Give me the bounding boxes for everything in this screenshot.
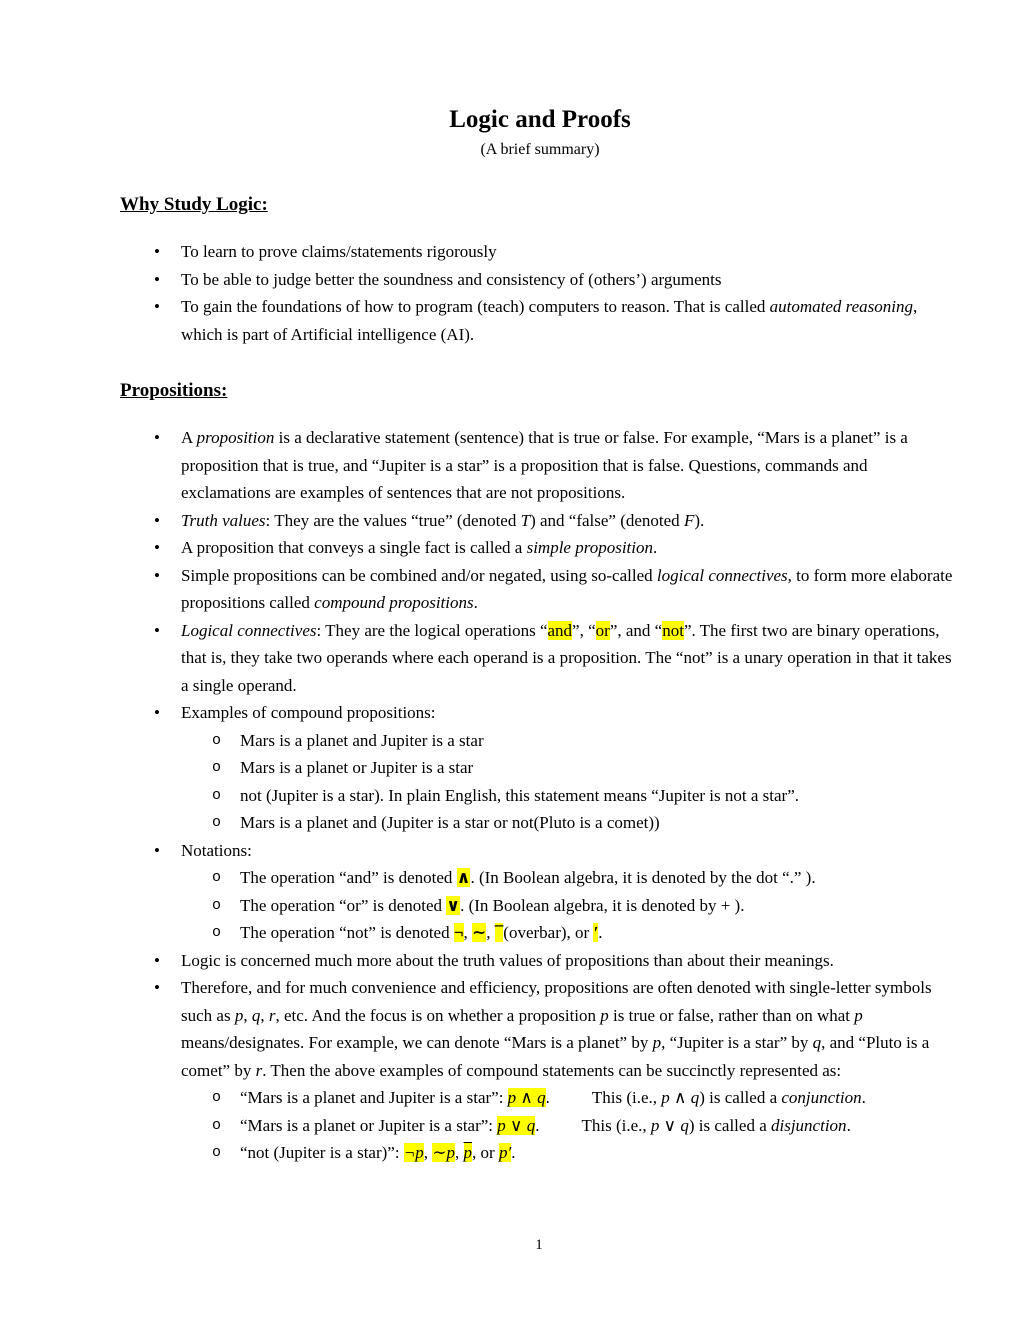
- text-run: Logic is concerned much more about the truth values of propositions than about their meanings.: [181, 950, 834, 970]
- text-run: , etc. And the focus is on whether a proposition: [275, 1005, 601, 1025]
- text-run: .: [511, 1143, 516, 1162]
- text-run: ) is called a: [699, 1088, 782, 1107]
- disc-bullet-marker: •: [154, 242, 160, 261]
- text-run: .: [545, 1088, 550, 1107]
- disc-bullet-marker: •: [154, 978, 160, 997]
- text-run: “Mars is a planet and Jupiter is a star”:: [240, 1088, 508, 1107]
- text-run: ∧: [456, 868, 471, 887]
- text-run: , and “Pluto is a comet” by: [181, 1033, 930, 1080]
- text-run: is a declarative statement (sentence) that is true or false. For example, “Mars is a planet” is a proposition that is true, and “Jupiter is a star” is a proposition that is false. Questions, commands and exclamations are examples of sentences that are not propositions.: [181, 428, 908, 502]
- circle-bullet-marker: o: [212, 896, 222, 914]
- text-run: $\overline{p}$: [463, 1143, 473, 1162]
- text-run: , to form more elaborate propositions called: [181, 565, 953, 612]
- bullet-text: [240, 1112, 960, 1140]
- disc-bullet-marker: •: [154, 950, 160, 970]
- text-run: r: [268, 1005, 276, 1025]
- text-run: To gain the foundations of how to program (teach) computers to reason. That is called: [181, 297, 770, 316]
- bullet-text: [240, 782, 960, 810]
- text-run: Mars is a planet or Jupiter is a star: [240, 758, 474, 777]
- sub-bullet-item: [120, 919, 960, 947]
- bullet-item: [120, 947, 960, 975]
- text-run: ”. The first two are binary operations, that is, they take two operands where each operand is a proposition. The “not” is a unary operation in that it takes a single operand.: [181, 620, 952, 695]
- text-run: p: [600, 1005, 609, 1025]
- bullet-text: [240, 892, 960, 920]
- bullet-text: [240, 919, 960, 947]
- text-run: p: [652, 1033, 662, 1052]
- circle-bullet-marker: o: [212, 731, 222, 749]
- text-run: ).: [694, 510, 705, 530]
- text-run: ,: [463, 923, 473, 942]
- bullet-text: [240, 1084, 960, 1112]
- text-run: The operation “and” is denoted: [240, 868, 457, 887]
- bullet-item: [120, 293, 960, 348]
- sub-bullet-item: [120, 754, 960, 782]
- text-run: ) is called a: [688, 1115, 771, 1135]
- text-run: simple proposition: [526, 538, 653, 557]
- text-run: q: [690, 1088, 700, 1107]
- circle-bullet-marker: o: [212, 786, 222, 804]
- text-run: means/designates. For example, we can denote “Mars is a planet” by: [181, 1033, 653, 1052]
- text-run: ¬: [453, 923, 464, 942]
- text-run: disjunction: [771, 1115, 847, 1135]
- bullet-text: [181, 293, 960, 348]
- text-run: proposition: [196, 428, 275, 447]
- text-run: .: [652, 538, 658, 557]
- bullet-text: [181, 699, 960, 727]
- text-run: p: [661, 1088, 670, 1107]
- text-run: and: [547, 620, 573, 640]
- bullet-text: [240, 1139, 960, 1167]
- circle-bullet-marker: o: [212, 814, 222, 831]
- text-run: q: [251, 1005, 261, 1025]
- disc-bullet-marker: •: [154, 510, 160, 530]
- bullet-text: [181, 266, 960, 294]
- text-run: ,: [486, 923, 495, 942]
- text-run: q: [680, 1115, 689, 1135]
- text-run: ,: [243, 1005, 252, 1025]
- bullet-text: [181, 947, 960, 975]
- text-run: q: [812, 1033, 822, 1052]
- text-run: Mars is a planet and (Jupiter is a star or not(Pluto is a comet)): [240, 813, 660, 832]
- text-run: To be able to judge better the soundness and consistency of (others’) arguments: [181, 269, 722, 289]
- text-run: ) and “false” (denoted: [530, 510, 684, 530]
- disc-bullet-marker: •: [154, 703, 160, 722]
- bullet-text: [240, 809, 960, 837]
- text-run: To learn to prove claims/statements rigorously: [181, 242, 497, 261]
- text-run: Notations:: [181, 840, 252, 860]
- text-run: ′: [593, 923, 599, 942]
- bullet-text: [240, 864, 960, 892]
- text-run: ,: [423, 1143, 433, 1162]
- bullet-text: [181, 534, 960, 562]
- text-run: p: [234, 1005, 244, 1025]
- text-run: A: [181, 428, 197, 447]
- text-run: Logical connectives: [181, 620, 317, 640]
- text-run: This (i.e.,: [591, 1088, 662, 1107]
- bullet-text: [181, 562, 960, 617]
- text-run: (overbar), or: [503, 923, 594, 942]
- text-run: A proposition that conveys a single fact is called a: [181, 538, 527, 557]
- bullet-item: [120, 534, 960, 562]
- disc-bullet-marker: •: [154, 297, 160, 316]
- sub-bullet-item: [120, 892, 960, 920]
- text-run: : They are the logical operations “: [316, 620, 548, 640]
- sub-bullet-item: [120, 782, 960, 810]
- text-run: ”, and “: [609, 620, 663, 640]
- text-run: This (i.e.,: [581, 1115, 651, 1135]
- bullet-text: [181, 617, 960, 700]
- disc-bullet-marker: •: [154, 538, 160, 557]
- bullet-text: [181, 424, 960, 507]
- text-run: . (In Boolean algebra, it is denoted by the dot “.” ).: [470, 868, 816, 887]
- sub-bullet-item: [120, 1084, 960, 1112]
- text-run: ¯: [494, 923, 504, 942]
- text-run: F: [683, 510, 695, 530]
- text-run: p ∧ q: [507, 1088, 546, 1107]
- text-run: Examples of compound propositions:: [181, 703, 436, 722]
- text-run: ,: [455, 1143, 464, 1162]
- text-run: . (In Boolean algebra, it is denoted by + ).: [460, 895, 745, 915]
- text-run: ¬p: [403, 1143, 424, 1162]
- bullet-item: [120, 699, 960, 727]
- document-title: Logic and Proofs: [449, 106, 631, 133]
- text-run: not: [662, 620, 684, 640]
- bullet-item: [120, 424, 960, 507]
- circle-bullet-marker: o: [212, 1116, 222, 1134]
- page-number: 1: [535, 1237, 543, 1253]
- sub-bullet-item: [120, 864, 960, 892]
- text-run: is true or false, rather than on what: [608, 1005, 855, 1025]
- text-run: not (Jupiter is a star). In plain English, this statement means “Jupiter is not a star”.: [240, 785, 799, 805]
- bullet-item: [120, 974, 960, 1084]
- bullet-item: [120, 562, 960, 617]
- text-run: T: [520, 510, 531, 530]
- text-run: automated reasoning: [769, 297, 913, 316]
- text-run: The operation “or” is denoted: [240, 895, 447, 915]
- text-run: p: [650, 1115, 660, 1135]
- text-run: Truth values: [181, 510, 266, 530]
- text-run: .: [535, 1115, 540, 1135]
- text-run: .: [861, 1088, 866, 1107]
- text-run: Simple propositions can be combined and/or negated, using so-called: [181, 565, 657, 585]
- circle-bullet-marker: o: [212, 1144, 222, 1161]
- document-body: [120, 192, 960, 1167]
- text-run: ∨: [659, 1115, 681, 1135]
- circle-bullet-marker: o: [212, 759, 222, 776]
- bullet-item: [120, 837, 960, 865]
- disc-bullet-marker: •: [154, 565, 160, 585]
- text-run: , or: [472, 1143, 499, 1162]
- disc-bullet-marker: •: [154, 428, 160, 447]
- text-run: .: [846, 1115, 851, 1135]
- bullet-text: [240, 754, 960, 782]
- document-subtitle: (A brief summary): [480, 141, 600, 158]
- text-run: ∧: [669, 1088, 691, 1107]
- section-heading: Why Study Logic:: [120, 194, 268, 215]
- text-run: compound propositions: [314, 593, 474, 612]
- sub-bullet-item: [120, 809, 960, 837]
- bullet-item: [120, 507, 960, 535]
- text-run: p ∨ q: [497, 1115, 536, 1135]
- text-run: logical connectives: [656, 565, 788, 585]
- text-run: ∼p: [432, 1143, 456, 1162]
- text-run: , which is part of Artificial intelligence (AI).: [181, 297, 918, 344]
- circle-bullet-marker: o: [212, 924, 222, 941]
- text-run: ”, “: [572, 620, 596, 640]
- circle-bullet-marker: o: [212, 869, 222, 886]
- section-heading: Propositions:: [120, 380, 228, 401]
- text-run: p: [854, 1005, 863, 1025]
- text-run: r: [255, 1060, 263, 1080]
- text-run: Therefore, and for much convenience and efficiency, propositions are often denoted with single-letter symbols such as: [181, 978, 932, 1025]
- text-run: “not (Jupiter is a star)”:: [240, 1143, 404, 1162]
- text-run: ∨: [446, 895, 461, 915]
- disc-bullet-marker: •: [154, 840, 160, 860]
- disc-bullet-marker: •: [154, 620, 160, 640]
- sub-bullet-item: [120, 1139, 960, 1167]
- text-run: The operation “not” is denoted: [240, 923, 454, 942]
- text-run: .: [598, 923, 603, 942]
- text-run: Mars is a planet and Jupiter is a star: [240, 730, 484, 750]
- bullet-text: [181, 238, 960, 266]
- bullet-text: [181, 837, 960, 865]
- text-run: : They are the values “true” (denoted: [265, 510, 521, 530]
- text-run: . Then the above examples of compound statements can be succinctly represented as:: [262, 1060, 842, 1080]
- text-run: ∼: [472, 923, 487, 942]
- text-run: “Mars is a planet or Jupiter is a star”:: [240, 1115, 498, 1135]
- text-run: ,: [260, 1005, 269, 1025]
- sub-bullet-item: [120, 727, 960, 755]
- bullet-text: [240, 727, 960, 755]
- bullet-text: [181, 507, 960, 535]
- text-run: conjunction: [781, 1088, 862, 1107]
- text-run: , “Jupiter is a star” by: [661, 1033, 813, 1052]
- text-run: p′: [498, 1143, 512, 1162]
- text-run: or: [595, 620, 610, 640]
- bullet-item: [120, 266, 960, 294]
- text-run: .: [473, 593, 478, 612]
- bullet-item: [120, 617, 960, 700]
- sub-bullet-item: [120, 1112, 960, 1140]
- bullet-text: [181, 974, 960, 1084]
- circle-bullet-marker: o: [212, 1089, 222, 1106]
- disc-bullet-marker: •: [154, 269, 160, 289]
- bullet-item: [120, 238, 960, 266]
